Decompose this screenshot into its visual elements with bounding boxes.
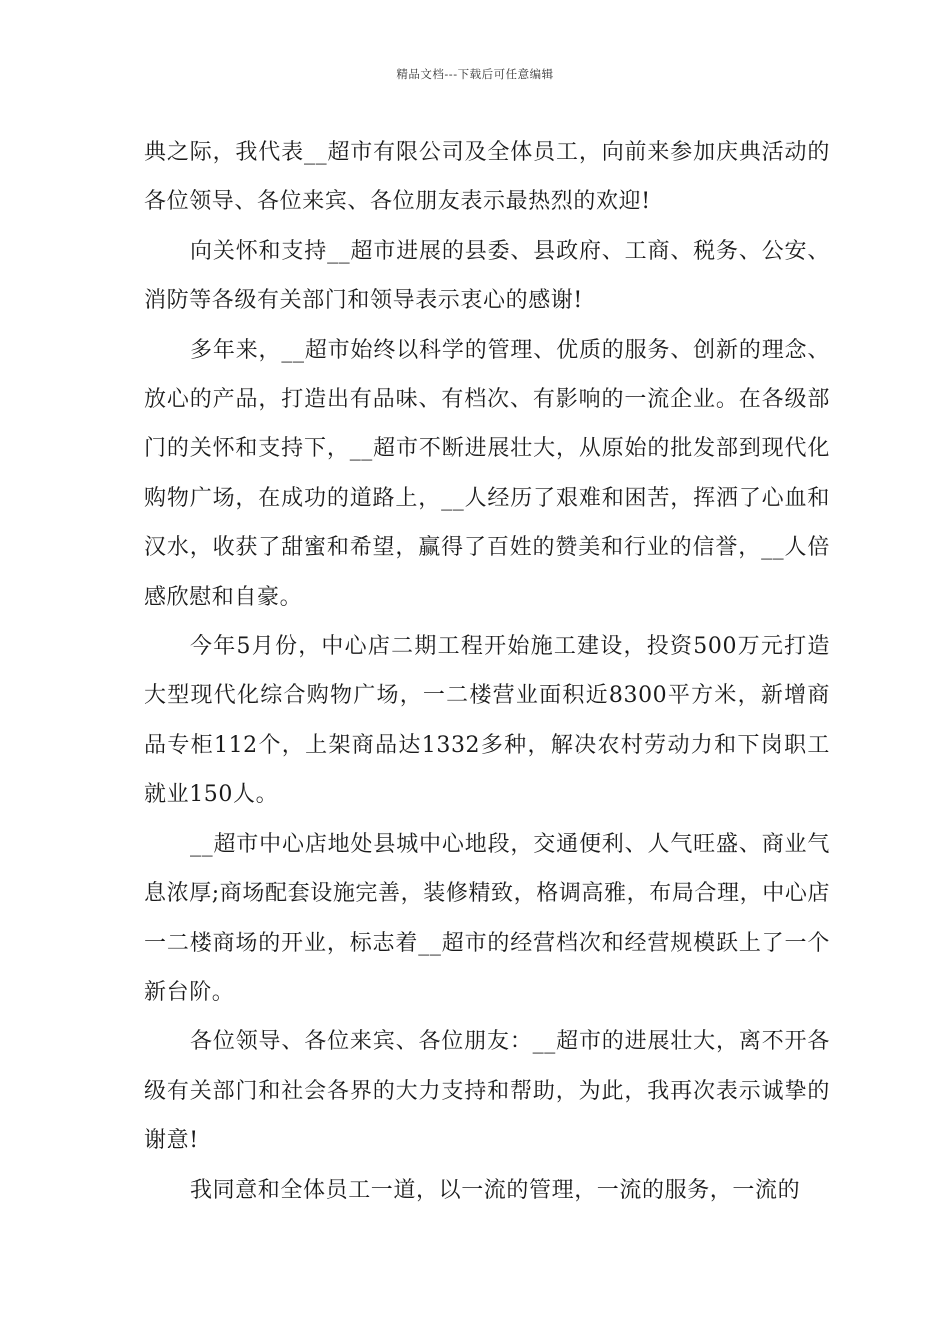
paragraph-5: __超市中心店地处县城中心地段，交通便利、人气旺盛、商业气息浓厚;商场配套设施完善，装修精致，格调高雅，布局合理，中心店一二楼商场的开业，标志着__超市的经营档次和经营规模跃上了一个新台阶。	[144, 831, 831, 1005]
paragraph-1: 典之际，我代表__超市有限公司及全体员工，向前来参加庆典活动的各位领导、各位来宾、各位朋友表示最热烈的欢迎!	[144, 140, 830, 215]
paragraph-4: 今年5月份，中心店二期工程开始施工建设，投资500万元打造大型现代化综合购物广场，一二楼营业面积近8300平方米，新增商品专柜112个，上架商品达1332多种，解决农村劳动力和下岗职工就业150人。	[144, 634, 830, 808]
page-header: 精品文档---下载后可任意编辑	[396, 67, 554, 81]
paragraph-6: 各位领导、各位来宾、各位朋友：__超市的进展壮大，离不开各级有关部门和社会各界的大力支持和帮助，为此，我再次表示诚挚的谢意!	[144, 1029, 830, 1154]
paragraph-2: 向关怀和支持__超市进展的县委、县政府、工商、税务、公安、消防等各级有关部门和领导表示衷心的感谢!	[144, 238, 830, 314]
document-body	[144, 128, 830, 1215]
paragraph-7: 我同意和全体员工一道，以一流的管理，一流的服务，一流的	[190, 1177, 801, 1203]
paragraph-3: 多年来，__超市始终以科学的管理、优质的服务、创新的理念、放心的产品，打造出有品味、有档次、有影响的一流企业。在各级部门的关怀和支持下，__超市不断进展壮大，从原始的批发部到现代化购物广场，在成功的道路上，__人经历了艰难和困苦，挥洒了心血和汉水，收获了甜蜜和希望，赢得了百姓的赞美和行业的信誉，__人倍感欣慰和自豪。	[144, 337, 830, 610]
